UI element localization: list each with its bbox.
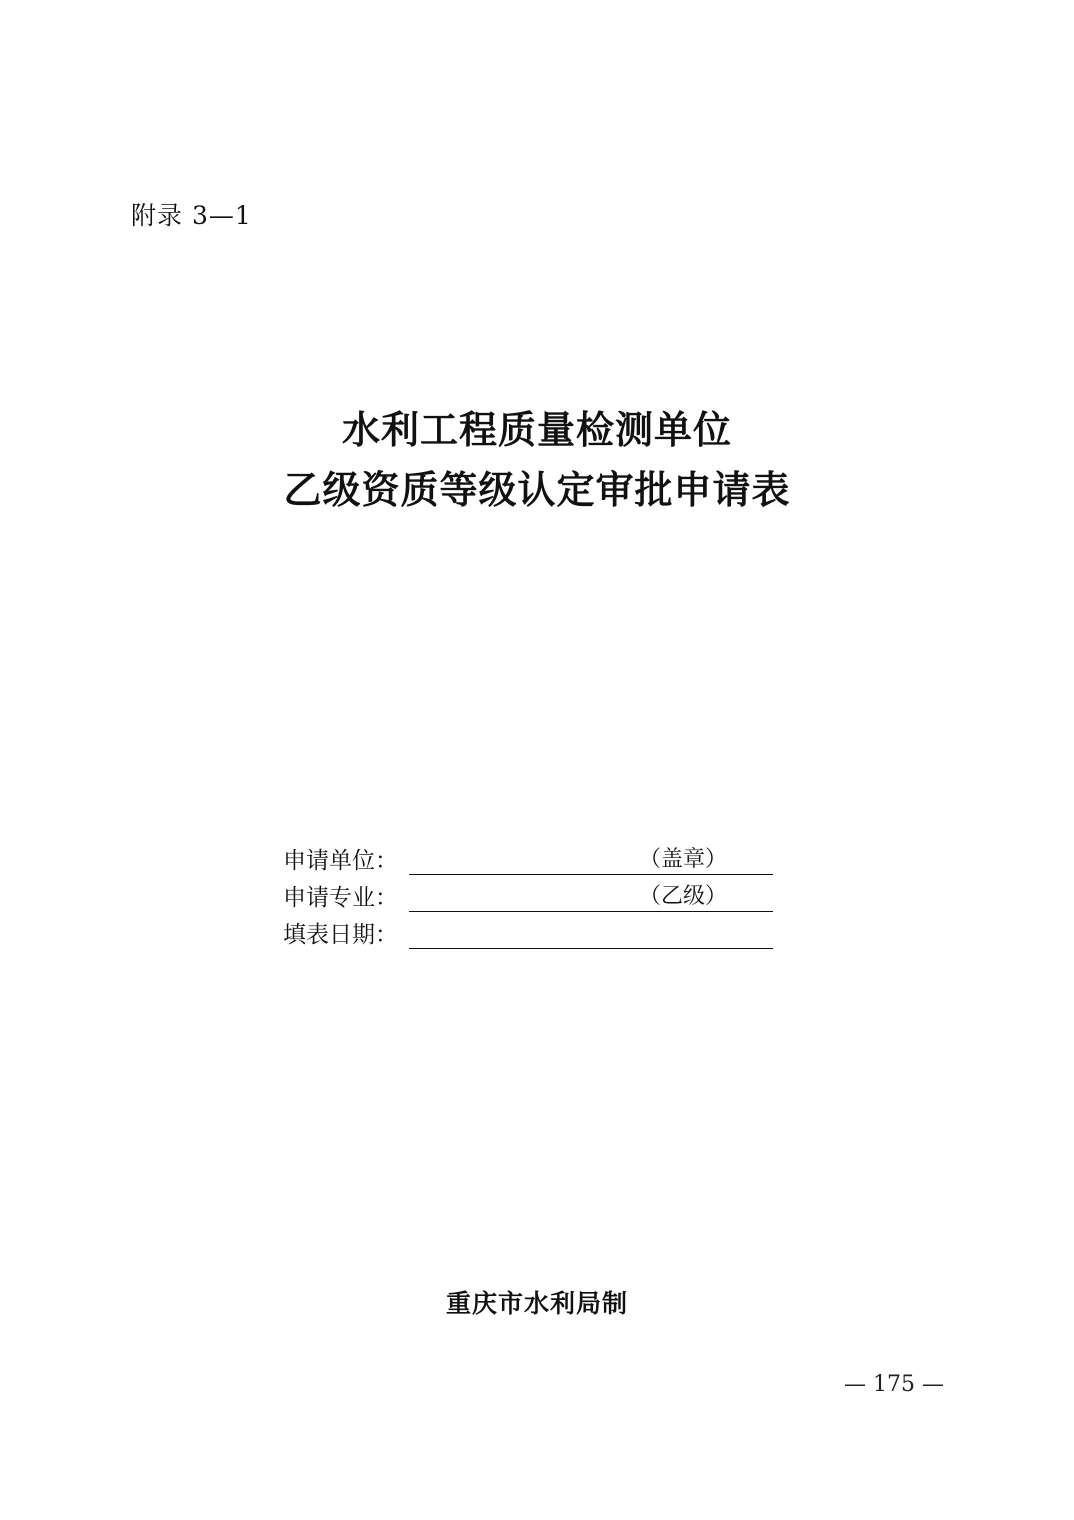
- field-application-specialty: [283, 875, 783, 912]
- field-label: 申请单位：: [283, 848, 398, 874]
- field-label: 申请专业：: [283, 885, 398, 911]
- title-line-1: 水利工程质量检测单位: [341, 407, 732, 452]
- appendix-label: 附录 3—1: [131, 201, 252, 230]
- page-number: — 175 —: [844, 1372, 944, 1397]
- field-fill-date: [283, 912, 783, 949]
- fill-date-input-line[interactable]: [409, 918, 773, 949]
- field-label: 填表日期：: [283, 922, 398, 948]
- applicant-unit-input-line[interactable]: [409, 844, 773, 875]
- field-suffix-grade: （乙级）: [639, 884, 728, 909]
- field-suffix-seal: （盖章）: [639, 847, 728, 872]
- application-form-fields: [283, 838, 783, 949]
- field-applicant-unit: [283, 838, 783, 875]
- document-title: [0, 400, 1074, 520]
- issuer-line: 重庆市水利局制: [445, 1289, 628, 1318]
- application-specialty-input-line[interactable]: [409, 881, 773, 912]
- title-line-2: 乙级资质等级认定审批申请表: [283, 467, 791, 512]
